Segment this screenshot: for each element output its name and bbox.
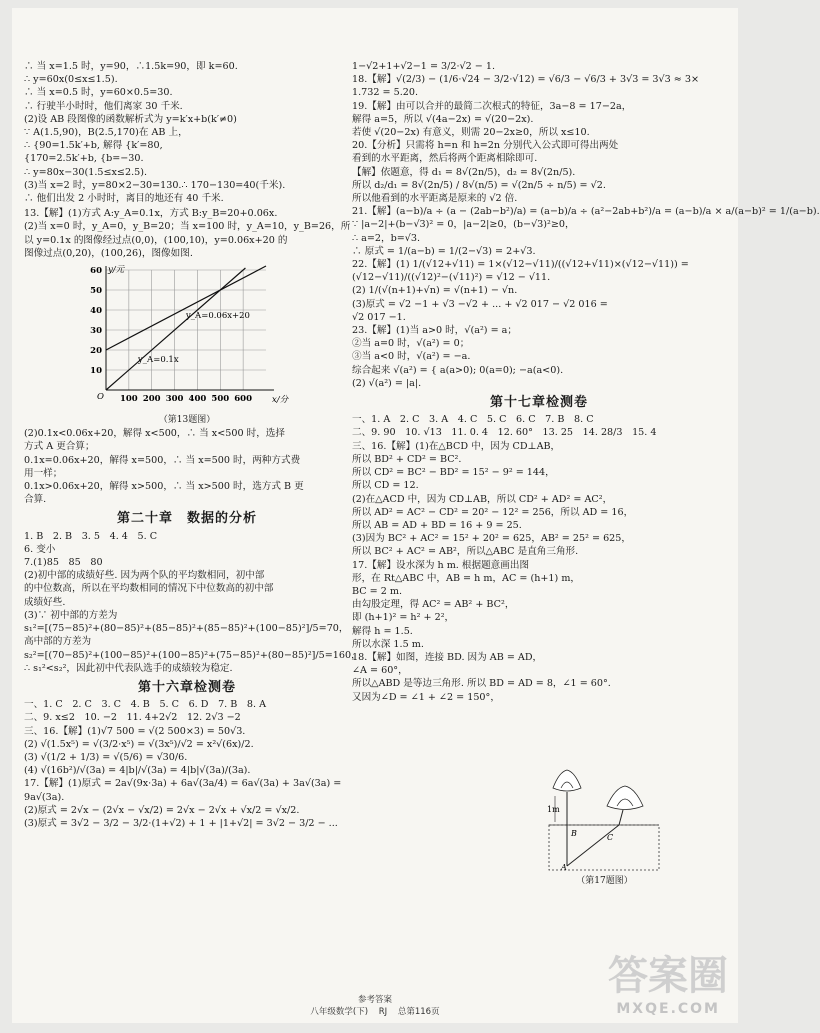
q17-label-a: A <box>561 863 567 872</box>
ch20-line: 1. B 2. B 3. 5 4. 4 5. C <box>24 530 158 542</box>
x-tick-label: 500 <box>211 394 230 405</box>
right-line: 1.732 = 5.20. <box>352 87 419 99</box>
q13b-line: 0.1x=0.06x+20，解得 x=500，∴ 当 x=500 时，两种方式费 <box>24 454 301 466</box>
ch20-line: 7.(1)85 85 80 <box>24 557 103 569</box>
footer-edition: RJ <box>378 1007 388 1017</box>
ch17-line: 所以 BC² + AC² = AB²，所以△ABC 是直角三角形. <box>352 546 579 558</box>
ch17-line: BC = 2 m. <box>352 585 403 597</box>
ch20-line: ∴ s₁²<s₂²，因此初中代表队选手的成绩较为稳定. <box>24 662 233 674</box>
ch17-line: 18.【解】如图，连接 BD. 因为 AB = AD， <box>352 651 543 663</box>
q12-line: ∴ 当 x=1.5 时，y=90，∴1.5k=90，即 k=60. <box>24 61 238 72</box>
footer-page: 总第116页 <box>397 1007 440 1017</box>
answer-page <box>12 8 820 1023</box>
q13b-line: 0.1x>0.06x+20，解得 x>500，∴ 当 x>500 时，选方式 B 更 <box>24 481 304 493</box>
q17-label-top: 1m <box>547 805 560 814</box>
watermark-logo: 答案圈 <box>608 953 728 999</box>
footer-grade: 八年级数学(下) <box>310 1007 369 1017</box>
y-tick-label: 40 <box>90 306 102 317</box>
ch20-line: (3)∵ 初中部的方差为 <box>24 609 118 621</box>
ch20-line: s₁²=[(75−85)²+(80−85)²+(85−85)²+(85−85)²+(100−85)²]/5=70， <box>24 623 349 635</box>
q13b-line: (2)0.1x<0.06x+20，解得 x<500，∴ 当 x<500 时，选择 <box>24 428 285 440</box>
chapter17-answers <box>352 413 726 703</box>
q13b-line: 合算. <box>24 494 47 506</box>
ch17-line: 所以 AD² = AC² − CD² = 20² − 12² = 256，所以 AD = 16， <box>352 506 634 518</box>
ch17-line: 形，在 Rt△ABC 中，AB = h m，AC = (h+1) m， <box>352 572 581 584</box>
ch20-line: s₂²=[(70−85)²+(100−85)²+(100−85)²+(75−85)²+(80−85)²]/5=160， <box>24 649 361 661</box>
x-tick-label: 200 <box>142 394 161 405</box>
q13-line: 以 y=0.1x 的图像经过点(0,0)，(100,10)，y=0.06x+20 的 <box>24 234 288 246</box>
right-line: 【解】依题意，得 d₁ = 8√(2n/5)，d₂ = 8√(2n/5). <box>352 166 576 178</box>
right-line: ②当 a=0 时，√(a²) = 0； <box>352 338 470 350</box>
y-tick-label: 30 <box>90 326 102 337</box>
right-line: 21.【解】(a−b)/a ÷ (a − (2ab−b²)/a) = (a−b)/a ÷ (a²−2ab+b²)/a = (a−b)/a × a/(a−b)² = 1/(a−b). <box>352 206 820 218</box>
q17-figure <box>547 770 662 886</box>
q13-chart <box>24 262 350 412</box>
right-line: 所以 d₂/d₁ = 8√(2n/5) / 8√(n/5) = √(2n/5 ÷ n/5) = √2. <box>352 179 606 191</box>
right-line: 若使 √(20−2x) 有意义，则需 20−2x≥0，所以 x≤10. <box>352 127 590 139</box>
left-column <box>24 60 361 830</box>
right-line: √2 017 −1. <box>352 311 406 323</box>
y-tick-label: 20 <box>90 346 102 357</box>
q12-line: ∴ 行驶半小时时，他们离家 30 千米. <box>24 100 183 112</box>
right-line: 看到的水平距离，然后将两个距离相除即可. <box>352 153 538 165</box>
ch16-line: 二、9. x≤2 10. −2 11. 4+2√2 12. 2√3 −2 <box>24 712 241 724</box>
q12-line: ∴ 当 x=0.5 时，y=60×0.5=30. <box>24 87 173 99</box>
right-line: 22.【解】(1) 1/(√12+√11) = 1×(√12−√11)/((√12+√11)×(√12−√11)) = <box>352 259 689 271</box>
ch17-line: 所以 CD = 12. <box>352 480 419 492</box>
right-line: ∴ 原式 = 1/(a−b) = 1/(2−√3) = 2+√3. <box>352 245 536 257</box>
ch17-line: (3)因为 BC² + AC² = 15² + 20² = 625，AB² = 25² = 625， <box>352 533 631 545</box>
q13b-line: 用一样； <box>24 467 63 479</box>
right-line: 1−√2+1+√2−1 = 3/2·√2 − 1. <box>352 61 496 72</box>
ch16-line: (3)原式 = 3√2 − 3/2 − 3/2·(1+√2) + 1 + |1+√2| = 3√2 − 3/2 − ... <box>24 817 338 829</box>
line-chart <box>24 262 350 412</box>
q13-part2 <box>24 427 350 506</box>
q13-line: 图像过点(0,20)，(100,26)，图像如图. <box>24 247 193 259</box>
right-line: 23.【解】(1)当 a>0 时，√(a²) = a； <box>352 325 517 337</box>
x-tick-label: 100 <box>119 394 138 405</box>
x-tick-label: 400 <box>188 394 207 405</box>
chapter16-answers <box>24 698 350 830</box>
ch17-line: 所以 CD² = BC² − BD² = 15² − 9² = 144， <box>352 467 555 479</box>
q12-line: (3)当 x=2 时，y=80×2−30=130.∴ 170−130=40(千米). <box>24 179 286 191</box>
x-tick-label: 300 <box>165 394 184 405</box>
ch17-line: 所以水深 1.5 m. <box>352 638 424 650</box>
series-line <box>106 266 266 350</box>
y-tick-label: 10 <box>90 366 102 377</box>
ch16-line: (3) √(1/2 + 1/3) = √(5/6) = √30/6. <box>24 751 188 763</box>
watermark-url: MXQE.COM <box>616 1001 720 1017</box>
chapter20-answers <box>24 530 361 675</box>
right-line: 综合起来 √(a²) = { a(a>0); 0(a=0); −a(a<0). <box>352 364 564 376</box>
footer-title: 参考答案 <box>357 995 392 1005</box>
right-line: (√12−√11)/((√12)²−(√11)²) = √12 − √11. <box>352 272 551 284</box>
ch17-line: 二、9. 90 10. √13 11. 0. 4 12. 60° 13. 25 14. 28/3 15. 4 <box>352 427 657 439</box>
q12-line: {170=2.5k′+b, {b=−30. <box>24 153 144 165</box>
q17-label-c: C <box>607 833 614 842</box>
right-line: (2) 1/(√(n+1)+√n) = √(n+1) − √n. <box>352 285 518 297</box>
ch16-line: 9a√(3a). <box>24 791 65 803</box>
q13-line: (2)当 x=0 时，y_A=0，y_B=20；当 x=100 时，y_A=10，y_B=26，所 <box>24 221 351 233</box>
right-line: 20.【分析】只需将 h=n 和 h=2n 分别代入公式即可得出两处 <box>352 140 619 152</box>
series-label: y_A=0.1x <box>138 355 179 366</box>
right-line: 18.【解】√(2/3) − (1/6·√24 − 3/2·√12) = √6/3 − √6/3 + 3√3 = 3√3 ≈ 3× <box>352 74 700 86</box>
q12-solution <box>24 60 350 205</box>
ch20-line: 成绩好些. <box>24 596 66 608</box>
ch17-line: 所以 BD² + CD² = BC². <box>352 453 462 465</box>
q12-line: ∴ {90=1.5k′+b, 解得 {k′=80, <box>24 140 163 152</box>
q13-chart-caption: （第13题图） <box>158 415 216 426</box>
ch16-line: 17.【解】(1)原式 = 2a√(9x·3a) + 6a√(3a/4) = 6a√(3a) + 3a√(3a) = <box>24 778 342 790</box>
ch17-line: 所以△ABD 是等边三角形. 所以 BD = AD = 8，∠1 = 60°. <box>352 678 611 690</box>
ch16-line: (2) √(1.5x⁵) = √(3/2·x⁵) = √(3x⁵)/√2 = x²√(6x)/2. <box>24 738 254 750</box>
right-line: ③当 a<0 时，√(a²) = −a. <box>352 351 471 363</box>
ch20-line: 高中部的方差为 <box>24 636 92 648</box>
q17-figure-caption: （第17题图） <box>576 876 633 886</box>
q17-label-b: B <box>571 829 577 838</box>
q12-line: ∴ y=80x−30(1.5≤x≤2.5). <box>24 166 148 178</box>
y-tick-label: 60 <box>90 266 102 277</box>
ch17-line: 17.【解】设水深为 h m. 根据题意画出图 <box>352 559 530 571</box>
q12-line: ∴ y=60x(0≤x≤1.5). <box>24 74 118 86</box>
ch17-line: (2)在△ACD 中，因为 CD⊥AB，所以 CD² + AD² = AC²， <box>352 493 613 505</box>
right-line: (2) √(a²) = |a|. <box>352 377 422 389</box>
q13b-line: 方式 A 更合算； <box>24 441 95 453</box>
x-tick-label: 600 <box>234 394 253 405</box>
ch17-line: 由勾股定理，得 AC² = AB² + BC²， <box>352 599 515 611</box>
ch20-line: (2)初中部的成绩好些. 因为两个队的平均数相同，初中部 <box>24 570 265 582</box>
chapter16-title: 第十六章检测卷 <box>137 679 236 695</box>
right-line: ∴ a=2，b=√3. <box>352 232 421 244</box>
y-axis-label: y/元 <box>108 265 125 276</box>
chapter20-title: 第二十章 数据的分析 <box>116 511 257 527</box>
ch17-line: 三、16.【解】(1)在△BCD 中，因为 CD⊥AB， <box>352 440 561 452</box>
ch20-line: 6. 变小 <box>24 543 56 555</box>
q13-solution <box>24 207 350 260</box>
series-line <box>106 268 245 390</box>
right-column <box>352 60 820 704</box>
ch17-line: 即 (h+1)² = h² + 2²， <box>352 612 455 624</box>
origin-label: O <box>97 392 104 403</box>
ch16-line: (4) √(16b²)/√(3a) = 4|b|/√(3a) = 4|b|√(3a)/(3a). <box>24 765 251 777</box>
q12-line: ∵ A(1.5,90)，B(2.5,170)在 AB 上， <box>24 127 188 139</box>
ch17-line: 又因为∠D = ∠1 + ∠2 = 150°， <box>352 691 500 703</box>
ch20-line: 的中位数高，所以在平均数相同的情况下中位数高的初中部 <box>24 583 274 595</box>
right-line: (3)原式 = √2 −1 + √3 −√2 + ... + √2 017 − √2 016 = <box>352 298 608 310</box>
q13-line: 13.【解】(1)方式 A:y_A=0.1x，方式 B:y_B=20+0.06x. <box>24 208 278 220</box>
ch17-line: ∠A = 60°， <box>352 665 408 677</box>
chapter16-continued <box>352 60 820 390</box>
right-line: 19.【解】由可以合并的最简二次根式的特征，3a−8 = 17−2a， <box>352 100 632 112</box>
chapter17-title: 第十七章检测卷 <box>489 395 588 411</box>
ch17-line: 一、1. A 2. C 3. A 4. C 5. C 6. C 7. B 8. C <box>352 414 594 426</box>
right-line: 所以他看到的水平距离是原来的 √2 倍. <box>352 193 518 205</box>
ch16-line: 三、16.【解】(1)√7 500 = √(2 500×3) = 50√3. <box>24 725 246 737</box>
ch16-line: (2)原式 = 2√x − (2√x − √x/2) = 2√x − 2√x + √x/2 = √x/2. <box>24 804 300 816</box>
ch17-line: 解得 h = 1.5. <box>352 625 413 637</box>
ch17-line: 所以 AB = AD + BD = 16 + 9 = 25. <box>352 519 522 531</box>
right-line: ∵ |a−2|+(b−√3)² = 0，|a−2|≥0，(b−√3)²≥0， <box>352 219 575 231</box>
right-line: 解得 a=5，所以 √(4a−2x) = √(20−2x). <box>352 113 534 125</box>
q12-line: ∴ 他们出发 2 小时时，离目的地还有 40 千米. <box>24 193 224 205</box>
y-tick-label: 50 <box>90 286 102 297</box>
series-label: y_A=0.06x+20 <box>186 311 250 322</box>
ch16-line: 一、1. C 2. C 3. C 4. B 5. C 6. D 7. B 8. A <box>24 699 267 711</box>
q12-line: (2)设 AB 段图像的函数解析式为 y=k′x+b(k′≠0) <box>24 113 237 125</box>
x-axis-label: x/分 <box>272 395 289 406</box>
